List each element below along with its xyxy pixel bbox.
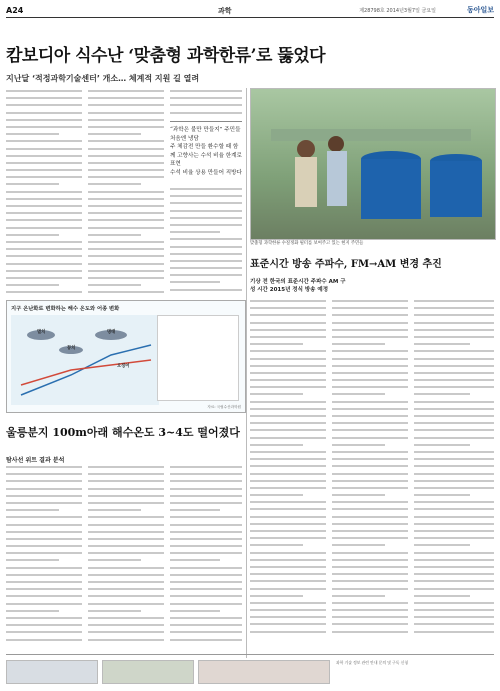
- main-headline: 캄보디아 식수난 ‘맞춤형 과학한류’로 뚫었다: [6, 46, 326, 66]
- section-name: 과학: [218, 7, 232, 15]
- main-article-column-3-bottom: [170, 188, 242, 296]
- chart-title: 지구 온난화로 변화하는 해수 온도와 어종 변화: [11, 306, 120, 312]
- column-divider: [246, 88, 247, 658]
- water-filter-photo: [250, 88, 496, 240]
- main-photo-caption: 맞춤형 과학한류 수질정화 필터를 보여주고 있는 현지 주민들: [250, 241, 364, 246]
- chart-source: 자료: 국립수산과학원: [207, 405, 241, 409]
- article2-column-1: [6, 466, 82, 646]
- article3-column-1: [250, 300, 326, 645]
- page-header: [6, 4, 494, 16]
- bottom-strip-text: 과학 기술 정보 관련 안내 문의 및 구독 신청: [336, 660, 409, 665]
- photo-illustration: [251, 89, 495, 239]
- issue-date: 제28798호 2014년3월7일 금요일: [359, 8, 436, 14]
- bottom-photo-2: [102, 660, 194, 684]
- bottom-photo-3: [198, 660, 330, 684]
- main-article-column-2: [88, 90, 164, 296]
- bottom-photo-1: [6, 660, 98, 684]
- article3-headline: 표준시간 방송 주파수, FM→AM 변경 추진: [250, 259, 442, 270]
- main-article-column-3-top: [170, 90, 242, 118]
- fish-label-3: 명태: [107, 330, 116, 335]
- article2-subhead: 탐사선 위트 결과 분석: [6, 457, 65, 464]
- article2-column-2: [88, 466, 164, 646]
- fish-label-2: 꽁치: [67, 346, 76, 351]
- newspaper-brand: 동아일보: [466, 6, 494, 14]
- article3-column-3: [414, 300, 494, 645]
- page-number: A24: [6, 6, 24, 15]
- bottom-strip: [6, 654, 494, 685]
- main-article-column-1: [6, 90, 82, 296]
- pull-quote: “과학은 불만 만들지” 주민들 처음엔 냉담 주 체감전 만들 환수할 때 함께 고향사는 수석 비율 한계로 표현 수석 비율 상용 만들어 직방다: [170, 121, 242, 177]
- article2-column-3: [170, 466, 242, 646]
- fish-temperature-infographic: [6, 300, 246, 413]
- article2-headline: 울릉분지 100m아래 해수온도 3~4도 떨어졌다: [6, 426, 240, 439]
- header-rule: [6, 17, 494, 18]
- article3-column-2: [332, 300, 408, 645]
- infographic-notes: [157, 315, 239, 401]
- fish-map-graphic: [11, 315, 159, 405]
- fish-label-4: 오징어: [117, 364, 130, 369]
- main-subheadline: 지난달 ‘적정과학기술센터’ 개소… 체계적 지원 길 열려: [6, 74, 200, 83]
- article3-subhead: 기상 전 한국의 표준시간 주파수 AM 구성 시간 2015년 정식 방송 예정: [250, 279, 346, 293]
- fish-label-1: 멸치: [37, 330, 46, 335]
